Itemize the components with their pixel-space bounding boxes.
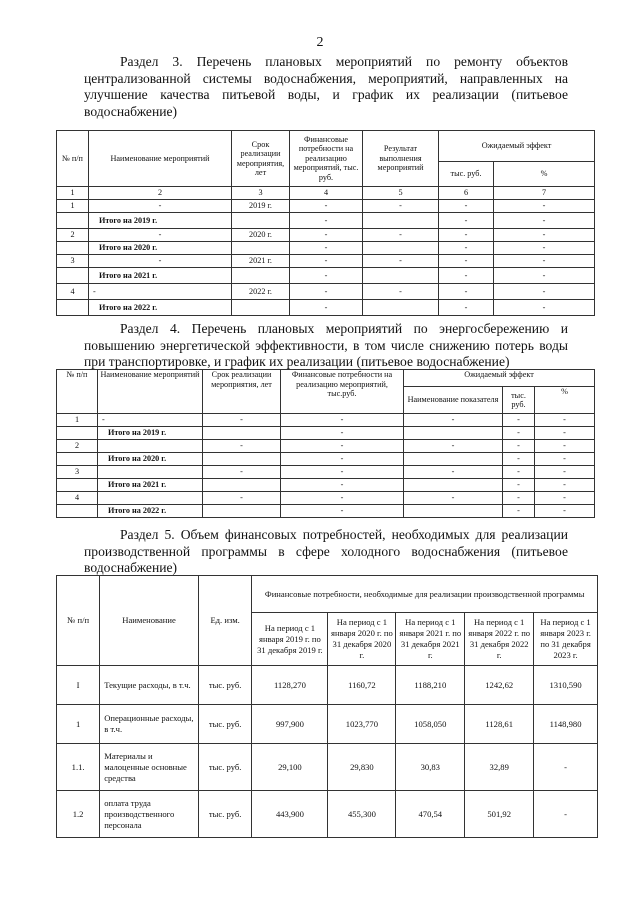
row-value: 1160,72 bbox=[328, 666, 396, 705]
row-rub: - bbox=[503, 414, 535, 427]
row-value: 1188,210 bbox=[396, 666, 465, 705]
row-pct: - bbox=[535, 505, 595, 518]
header-finance: Финансовые потребности на реализацию мероприятий, тыс.руб. bbox=[281, 370, 404, 414]
row-rub: - bbox=[439, 242, 494, 255]
row-finance: - bbox=[281, 492, 404, 505]
row-name: Итого на 2020 г. bbox=[89, 242, 232, 255]
row-finance: - bbox=[281, 414, 404, 427]
row-value: 1310,590 bbox=[534, 666, 598, 705]
row-term: 2021 г. bbox=[232, 255, 290, 268]
table-row bbox=[57, 284, 595, 300]
header-name: Наименование bbox=[100, 576, 199, 666]
row-term bbox=[232, 300, 290, 316]
row-indicator bbox=[404, 505, 503, 518]
total-row bbox=[57, 505, 595, 518]
row-indicator bbox=[404, 453, 503, 466]
row-value: 1058,050 bbox=[396, 705, 465, 744]
row-rub: - bbox=[439, 213, 494, 229]
row-pct: - bbox=[494, 200, 595, 213]
row-value: 501,92 bbox=[465, 791, 534, 838]
row-pct: - bbox=[535, 427, 595, 440]
row-name: - bbox=[89, 229, 232, 242]
row-rub: - bbox=[439, 200, 494, 213]
row-value: 1128,270 bbox=[252, 666, 328, 705]
row-rub: - bbox=[439, 300, 494, 316]
row-rub: - bbox=[439, 284, 494, 300]
row-num bbox=[57, 213, 89, 229]
row-name: Материалы и малоценные основные средства bbox=[100, 744, 199, 791]
row-pct: - bbox=[494, 242, 595, 255]
row-finance: - bbox=[290, 300, 363, 316]
row-rub: - bbox=[503, 453, 535, 466]
header-finance: Финансовые потребности на реализацию мероприятий, тыс. руб. bbox=[290, 131, 363, 187]
row-value: 1148,980 bbox=[534, 705, 598, 744]
header-effect: Ожидаемый эффект bbox=[439, 131, 595, 162]
row-result: - bbox=[363, 284, 439, 300]
row-finance: - bbox=[290, 284, 363, 300]
header-period: На период с 1 января 2020 г. по 31 декабря 2020 г. bbox=[328, 613, 396, 666]
row-finance: - bbox=[281, 440, 404, 453]
row-finance: - bbox=[281, 427, 404, 440]
row-num: 3 bbox=[57, 466, 98, 479]
row-num bbox=[57, 479, 98, 492]
row-name: - bbox=[98, 414, 203, 427]
header-num: № п/п bbox=[57, 576, 100, 666]
row-value: 455,300 bbox=[328, 791, 396, 838]
col-number: 1 bbox=[57, 187, 89, 200]
row-name: Итого на 2021 г. bbox=[89, 268, 232, 284]
header-result: Результат выполнения мероприятий bbox=[363, 131, 439, 187]
section5-table bbox=[56, 575, 598, 838]
row-indicator: - bbox=[404, 440, 503, 453]
row-result bbox=[363, 300, 439, 316]
row-value: 29,830 bbox=[328, 744, 396, 791]
row-finance: - bbox=[281, 505, 404, 518]
header-group: Финансовые потребности, необходимые для реализации производственной программы bbox=[252, 576, 598, 613]
row-term: - bbox=[203, 440, 281, 453]
section3-heading: Раздел 3. Перечень плановых мероприятий по ремонту объектов централизованной системы водоснабжения, мероприятий, направленных на улучшение качества питьевой воды, и график их реализации (питьевое водоснабжение) bbox=[84, 54, 568, 119]
header-effect-pct: % bbox=[494, 162, 595, 187]
table-row bbox=[57, 200, 595, 213]
row-value: 1242,62 bbox=[465, 666, 534, 705]
column-numbers-row bbox=[57, 187, 595, 200]
row-term bbox=[232, 242, 290, 255]
row-finance: - bbox=[281, 479, 404, 492]
section5-heading: Раздел 5. Объем финансовых потребностей, необходимых для реализации производственной программы в сфере холодного водоснабжения (питьевое водоснабжение) bbox=[84, 527, 568, 575]
total-row bbox=[57, 453, 595, 466]
row-name bbox=[98, 492, 203, 505]
header-name: Наименование мероприятий bbox=[98, 370, 203, 414]
header-name: Наименование мероприятий bbox=[89, 131, 232, 187]
section4-heading: Раздел 4. Перечень плановых мероприятий по энергосбережению и повышению энергетической эффективности, в том числе снижению потерь воды при транспортировке, и график их реализации (питьевое водоснабжение) bbox=[84, 321, 568, 369]
row-num: 1.1. bbox=[57, 744, 100, 791]
total-row bbox=[57, 427, 595, 440]
header-unit: Ед. изм. bbox=[198, 576, 251, 666]
row-rub: - bbox=[503, 466, 535, 479]
col-number: 7 bbox=[494, 187, 595, 200]
row-rub: - bbox=[439, 229, 494, 242]
total-row bbox=[57, 242, 595, 255]
table-row bbox=[57, 255, 595, 268]
row-num bbox=[57, 242, 89, 255]
row-name: - bbox=[89, 255, 232, 268]
row-unit: тыс. руб. bbox=[198, 791, 251, 838]
row-name bbox=[98, 440, 203, 453]
row-term bbox=[232, 213, 290, 229]
header-effect-pct: % bbox=[535, 387, 595, 414]
row-num bbox=[57, 427, 98, 440]
row-rub: - bbox=[439, 268, 494, 284]
header-num: № п/п bbox=[57, 370, 98, 414]
row-rub: - bbox=[503, 492, 535, 505]
row-name: Итого на 2021 г. bbox=[98, 479, 203, 492]
row-term bbox=[203, 427, 281, 440]
row-rub: - bbox=[503, 427, 535, 440]
row-name bbox=[98, 466, 203, 479]
row-num: 4 bbox=[57, 492, 98, 505]
row-name: оплата труда производственного персонала bbox=[100, 791, 199, 838]
row-finance: - bbox=[290, 200, 363, 213]
row-result bbox=[363, 242, 439, 255]
row-pct: - bbox=[494, 213, 595, 229]
row-term bbox=[203, 505, 281, 518]
section4-table bbox=[56, 369, 595, 518]
row-value: 443,900 bbox=[252, 791, 328, 838]
row-term bbox=[203, 479, 281, 492]
row-pct: - bbox=[535, 466, 595, 479]
row-name: Итого на 2019 г. bbox=[98, 427, 203, 440]
row-value: - bbox=[534, 744, 598, 791]
row-indicator: - bbox=[404, 414, 503, 427]
row-result bbox=[363, 268, 439, 284]
row-term bbox=[232, 268, 290, 284]
total-row bbox=[57, 300, 595, 316]
row-result: - bbox=[363, 255, 439, 268]
header-effect-rub: тыс. руб. bbox=[439, 162, 494, 187]
row-pct: - bbox=[494, 255, 595, 268]
table-row bbox=[57, 466, 595, 479]
row-term: - bbox=[203, 414, 281, 427]
row-pct: - bbox=[494, 229, 595, 242]
row-term: 2019 г. bbox=[232, 200, 290, 213]
row-indicator: - bbox=[404, 492, 503, 505]
table-row bbox=[57, 744, 598, 791]
row-finance: - bbox=[290, 213, 363, 229]
row-value: 997,900 bbox=[252, 705, 328, 744]
table-row bbox=[57, 492, 595, 505]
row-name: Итого на 2022 г. bbox=[98, 505, 203, 518]
row-indicator bbox=[404, 427, 503, 440]
row-pct: - bbox=[535, 440, 595, 453]
row-name: - bbox=[89, 200, 232, 213]
row-pct: - bbox=[535, 453, 595, 466]
row-result: - bbox=[363, 200, 439, 213]
row-name: Итого на 2020 г. bbox=[98, 453, 203, 466]
row-unit: тыс. руб. bbox=[198, 666, 251, 705]
row-value: 1128,61 bbox=[465, 705, 534, 744]
total-row bbox=[57, 479, 595, 492]
row-name: Итого на 2019 г. bbox=[89, 213, 232, 229]
row-pct: - bbox=[494, 284, 595, 300]
row-num: 1 bbox=[57, 705, 100, 744]
header-effect-rub: тыс. руб. bbox=[503, 387, 535, 414]
header-period: На период с 1 января 2019 г. по 31 декабря 2019 г. bbox=[252, 613, 328, 666]
table-row bbox=[57, 229, 595, 242]
row-result: - bbox=[363, 229, 439, 242]
row-value: - bbox=[534, 791, 598, 838]
col-number: 4 bbox=[290, 187, 363, 200]
table-row bbox=[57, 414, 595, 427]
row-num bbox=[57, 268, 89, 284]
row-name: Итого на 2022 г. bbox=[89, 300, 232, 316]
row-finance: - bbox=[290, 255, 363, 268]
col-number: 3 bbox=[232, 187, 290, 200]
row-rub: - bbox=[439, 255, 494, 268]
row-value: 30,83 bbox=[396, 744, 465, 791]
row-value: 470,54 bbox=[396, 791, 465, 838]
row-num bbox=[57, 505, 98, 518]
row-finance: - bbox=[290, 229, 363, 242]
row-num bbox=[57, 453, 98, 466]
row-finance: - bbox=[290, 268, 363, 284]
header-term: Срок реализации мероприятия, лет bbox=[203, 370, 281, 414]
section3-table bbox=[56, 130, 595, 316]
header-period: На период с 1 января 2021 г. по 31 декабря 2021 г. bbox=[396, 613, 465, 666]
row-rub: - bbox=[503, 440, 535, 453]
header-term: Срок реализации мероприятия, лет bbox=[232, 131, 290, 187]
col-number: 2 bbox=[89, 187, 232, 200]
header-indicator: Наименование показателя bbox=[404, 387, 503, 414]
header-period: На период с 1 января 2022 г. по 31 декабря 2022 г. bbox=[465, 613, 534, 666]
row-num: I bbox=[57, 666, 100, 705]
row-rub: - bbox=[503, 505, 535, 518]
row-term: - bbox=[203, 466, 281, 479]
header-effect: Ожидаемый эффект bbox=[404, 370, 595, 387]
row-name: Операционные расходы, в т.ч. bbox=[100, 705, 199, 744]
row-num: 1 bbox=[57, 200, 89, 213]
row-unit: тыс. руб. bbox=[198, 744, 251, 791]
col-number: 5 bbox=[363, 187, 439, 200]
row-rub: - bbox=[503, 479, 535, 492]
header-period: На период с 1 января 2023 г. по 31 декабря 2023 г. bbox=[534, 613, 598, 666]
total-row bbox=[57, 213, 595, 229]
row-num: 1 bbox=[57, 414, 98, 427]
row-indicator: - bbox=[404, 466, 503, 479]
page-number: 2 bbox=[316, 35, 324, 50]
total-row bbox=[57, 268, 595, 284]
row-num: 2 bbox=[57, 440, 98, 453]
row-num: 4 bbox=[57, 284, 89, 300]
row-num bbox=[57, 300, 89, 316]
row-term: 2022 г. bbox=[232, 284, 290, 300]
header-num: № п/п bbox=[57, 131, 89, 187]
row-term: - bbox=[203, 492, 281, 505]
row-finance: - bbox=[281, 453, 404, 466]
table-row bbox=[57, 440, 595, 453]
table-row bbox=[57, 705, 598, 744]
row-pct: - bbox=[535, 414, 595, 427]
row-value: 29,100 bbox=[252, 744, 328, 791]
row-term bbox=[203, 453, 281, 466]
row-finance: - bbox=[281, 466, 404, 479]
row-name: - bbox=[89, 284, 232, 300]
row-unit: тыс. руб. bbox=[198, 705, 251, 744]
row-value: 32,89 bbox=[465, 744, 534, 791]
row-result bbox=[363, 213, 439, 229]
row-indicator bbox=[404, 479, 503, 492]
row-finance: - bbox=[290, 242, 363, 255]
col-number: 6 bbox=[439, 187, 494, 200]
row-pct: - bbox=[535, 479, 595, 492]
row-pct: - bbox=[494, 300, 595, 316]
row-num: 1.2 bbox=[57, 791, 100, 838]
row-num: 3 bbox=[57, 255, 89, 268]
row-num: 2 bbox=[57, 229, 89, 242]
row-pct: - bbox=[494, 268, 595, 284]
table-row bbox=[57, 791, 598, 838]
row-term: 2020 г. bbox=[232, 229, 290, 242]
row-pct: - bbox=[535, 492, 595, 505]
table-row bbox=[57, 666, 598, 705]
row-name: Текущие расходы, в т.ч. bbox=[100, 666, 199, 705]
row-value: 1023,770 bbox=[328, 705, 396, 744]
